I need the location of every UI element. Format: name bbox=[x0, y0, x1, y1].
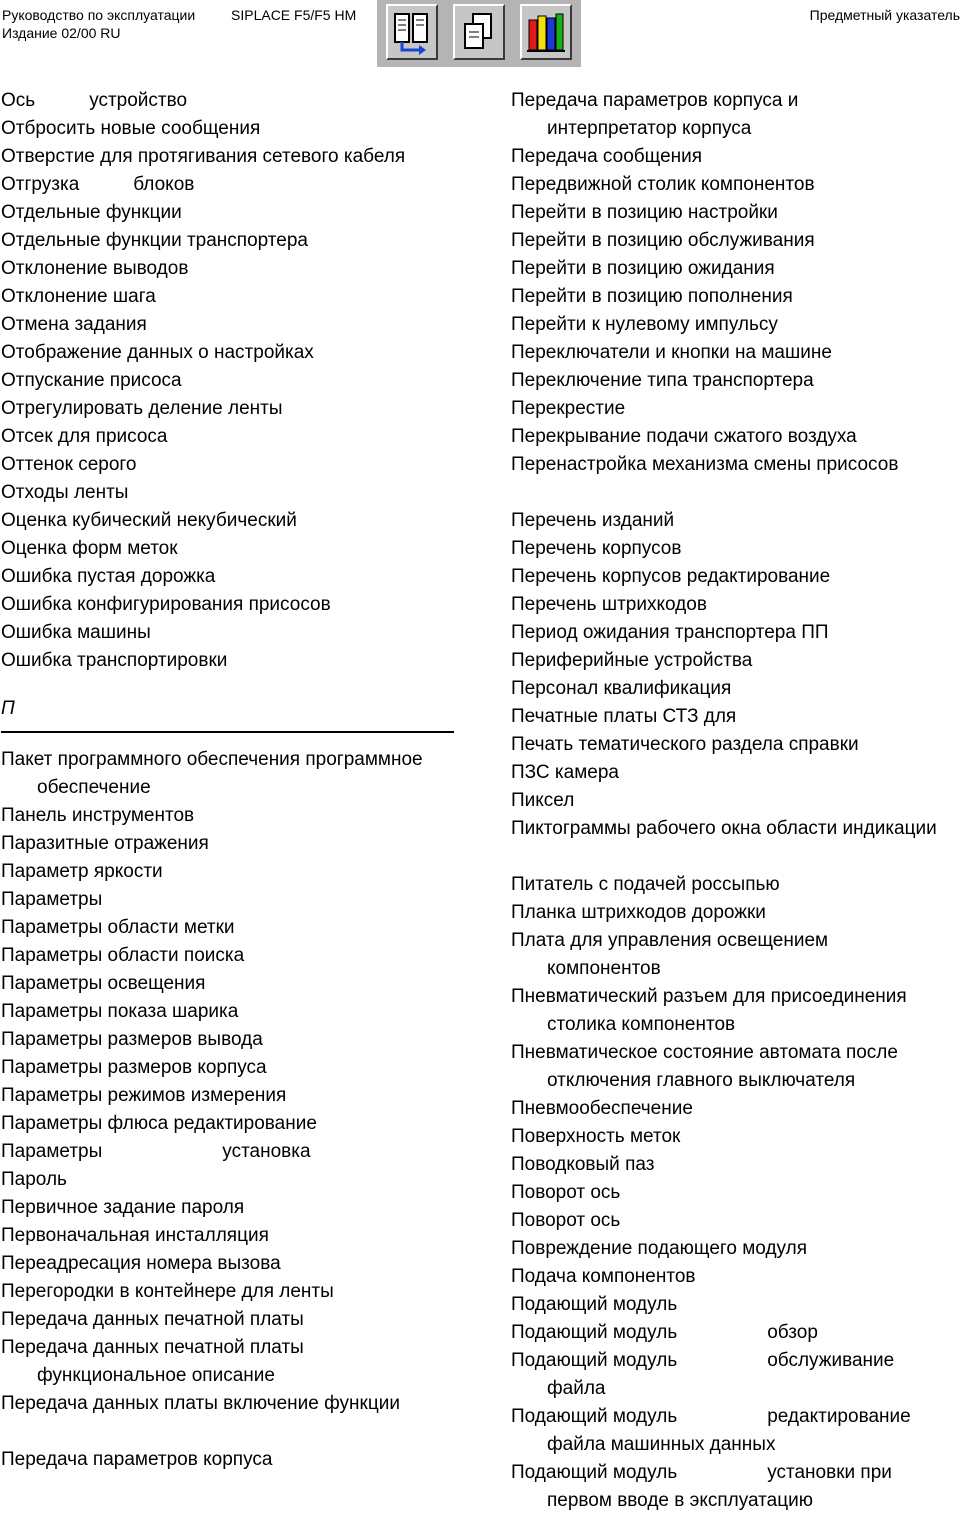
index-entry[interactable] bbox=[511, 87, 963, 143]
index-entry[interactable] bbox=[1, 647, 461, 675]
index-entry[interactable] bbox=[1, 1334, 461, 1390]
index-entry[interactable] bbox=[511, 619, 963, 647]
entry-continuation: обеспечение bbox=[37, 777, 151, 798]
pages-icon bbox=[455, 6, 503, 58]
index-entry[interactable] bbox=[1, 830, 461, 858]
index-entry[interactable] bbox=[1, 367, 461, 395]
entry-subterm: установки при bbox=[767, 1462, 892, 1483]
entry-term: Перечень штрихкодов bbox=[511, 594, 707, 615]
index-entry[interactable] bbox=[1, 451, 461, 479]
entry-term: Поверхность меток bbox=[511, 1126, 681, 1147]
library-books-icon bbox=[522, 6, 570, 58]
entry-term: Перегородки в контейнере для ленты bbox=[1, 1281, 334, 1302]
entry-term: Отдельные функции транспортера bbox=[1, 230, 308, 251]
entry-term: Передача сообщения bbox=[511, 146, 703, 167]
entry-subterm: устройство bbox=[89, 90, 188, 111]
index-entry[interactable] bbox=[511, 1039, 963, 1095]
index-entry[interactable] bbox=[511, 367, 963, 395]
index-entry[interactable] bbox=[1, 1390, 461, 1418]
navigation-toolbar bbox=[377, 0, 581, 67]
entry-term: Передача параметров корпуса и bbox=[511, 90, 799, 111]
entry-term: Подающий модуль bbox=[511, 1294, 678, 1315]
entry-term: Ошибка конфигурирования присосов bbox=[1, 594, 331, 615]
entry-term: Отходы ленты bbox=[1, 482, 129, 503]
entry-term: Ошибка машины bbox=[1, 622, 151, 643]
entry-term: Отклонение выводов bbox=[1, 258, 189, 279]
index-entry[interactable] bbox=[511, 1179, 963, 1207]
section-divider bbox=[1, 731, 454, 733]
index-entry[interactable] bbox=[1, 563, 461, 591]
entry-continuation: столика компонентов bbox=[547, 1014, 736, 1035]
entry-term: Ошибка транспортировки bbox=[1, 650, 228, 671]
index-entry[interactable] bbox=[511, 171, 963, 199]
index-entry[interactable] bbox=[1, 1446, 461, 1474]
index-entry[interactable] bbox=[511, 731, 963, 759]
index-entry[interactable] bbox=[1, 858, 461, 886]
entry-subterm: обслуживание bbox=[767, 1350, 895, 1371]
index-entry[interactable] bbox=[1, 87, 461, 115]
entry-gap bbox=[511, 479, 963, 507]
product-name: SIPLACE F5/F5 HM bbox=[231, 7, 357, 23]
index-entry[interactable] bbox=[511, 703, 963, 731]
entry-term: Поворот ось bbox=[511, 1182, 621, 1203]
entry-term: Пиксел bbox=[511, 790, 575, 811]
index-entry[interactable] bbox=[1, 1222, 461, 1250]
entry-term: Печать тематического раздела справки bbox=[511, 734, 859, 755]
index-entry[interactable] bbox=[511, 759, 963, 787]
manual-title: Руководство по эксплуатации bbox=[2, 7, 196, 23]
index-entry[interactable] bbox=[1, 914, 461, 942]
entry-term: Первичное задание пароля bbox=[1, 1197, 245, 1218]
entry-term: Плата для управления освещением bbox=[511, 930, 829, 951]
entry-term: Подающий модуль bbox=[511, 1322, 678, 1343]
index-entry[interactable] bbox=[511, 675, 963, 703]
entry-term: Оттенок серого bbox=[1, 454, 137, 475]
entry-continuation: файла bbox=[547, 1378, 606, 1399]
index-entry[interactable] bbox=[1, 171, 461, 199]
entry-continuation: функциональное описание bbox=[37, 1365, 275, 1386]
index-entry[interactable] bbox=[1, 1026, 461, 1054]
index-entry[interactable] bbox=[1, 1250, 461, 1278]
index-entry[interactable] bbox=[511, 591, 963, 619]
entry-term: Передвижной столик компонентов bbox=[511, 174, 815, 195]
edition-label: Издание 02/00 RU bbox=[2, 25, 121, 41]
entry-subterm: обзор bbox=[767, 1322, 818, 1343]
index-entry[interactable] bbox=[1, 255, 461, 283]
section-letter: П bbox=[1, 698, 15, 719]
contents-icon bbox=[388, 6, 436, 58]
entry-term: Подающий модуль bbox=[511, 1350, 678, 1371]
entry-term: Передача параметров корпуса bbox=[1, 1449, 273, 1470]
entry-term: Пиктограммы рабочего окна области индикации bbox=[511, 818, 937, 839]
entry-term: Пневматическое состояние автомата после bbox=[511, 1042, 898, 1063]
index-entry[interactable] bbox=[1, 143, 461, 171]
index-entry[interactable] bbox=[1, 1138, 461, 1166]
entry-term: Поворот ось bbox=[511, 1210, 621, 1231]
index-entry[interactable] bbox=[511, 283, 963, 311]
entry-term: Периферийные устройства bbox=[511, 650, 753, 671]
entry-term: Оценка форм меток bbox=[1, 538, 178, 559]
entry-term: Параметры показа шарика bbox=[1, 1001, 239, 1022]
index-entry[interactable] bbox=[1, 591, 461, 619]
entry-term: Отдельные функции bbox=[1, 202, 182, 223]
entry-term: Передача данных печатной платы bbox=[1, 1337, 304, 1358]
entry-term: ПЗС камера bbox=[511, 762, 619, 783]
index-entry[interactable] bbox=[1, 1278, 461, 1306]
index-entry[interactable] bbox=[1, 619, 461, 647]
entry-continuation: первом вводе в эксплуатацию bbox=[547, 1490, 813, 1511]
entry-term: Перечень изданий bbox=[511, 510, 675, 531]
entry-term: Подающий модуль bbox=[511, 1462, 678, 1483]
entry-term: Оценка кубический некубический bbox=[1, 510, 297, 531]
library-button[interactable] bbox=[520, 4, 572, 60]
index-entry[interactable] bbox=[511, 871, 963, 899]
entry-term: Отображение данных о настройках bbox=[1, 342, 314, 363]
entry-term: Перейти в позицию обслуживания bbox=[511, 230, 815, 251]
entry-term: Пароль bbox=[1, 1169, 67, 1190]
entry-term: Отгрузка bbox=[1, 174, 80, 195]
entry-term: Перекрестие bbox=[511, 398, 626, 419]
index-entry[interactable] bbox=[1, 227, 461, 255]
entry-term: Подача компонентов bbox=[511, 1266, 696, 1287]
index-entry[interactable] bbox=[511, 535, 963, 563]
entry-term: Перекрывание подачи сжатого воздуха bbox=[511, 426, 857, 447]
index-entry[interactable] bbox=[1, 115, 461, 143]
entry-term: Параметры области метки bbox=[1, 917, 235, 938]
index-column-right bbox=[511, 87, 963, 1515]
entry-term: Параметры режимов измерения bbox=[1, 1085, 287, 1106]
index-entry[interactable] bbox=[1, 395, 461, 423]
index-entry[interactable] bbox=[511, 1123, 963, 1151]
entry-term: Пневмообеспечение bbox=[511, 1098, 693, 1119]
index-group-p bbox=[1, 746, 461, 1474]
entry-term: Отверстие для протягивания сетевого кабеля bbox=[1, 146, 406, 167]
entry-term: Перечень корпусов bbox=[511, 538, 682, 559]
entry-continuation: отключения главного выключателя bbox=[547, 1070, 856, 1091]
entry-term: Персонал квалификация bbox=[511, 678, 732, 699]
entry-gap bbox=[511, 843, 963, 871]
index-entry[interactable] bbox=[1, 746, 461, 802]
entry-term: Отпускание присоса bbox=[1, 370, 182, 391]
entry-term: Параметры размеров вывода bbox=[1, 1029, 263, 1050]
entry-term: Отрегулировать деление ленты bbox=[1, 398, 283, 419]
index-entry[interactable] bbox=[1, 942, 461, 970]
entry-term: Параметр яркости bbox=[1, 861, 163, 882]
index-entry[interactable] bbox=[511, 1459, 963, 1515]
pages-button[interactable] bbox=[453, 4, 505, 60]
index-entry[interactable] bbox=[511, 311, 963, 339]
entry-term: Пакет программного обеспечения программное bbox=[1, 749, 423, 770]
index-entry[interactable] bbox=[1, 970, 461, 998]
entry-term: Переключатели и кнопки на машине bbox=[511, 342, 832, 363]
index-entry[interactable] bbox=[511, 1347, 963, 1403]
entry-continuation: компонентов bbox=[547, 958, 661, 979]
index-entry[interactable] bbox=[1, 1194, 461, 1222]
index-entry[interactable] bbox=[511, 199, 963, 227]
entry-term: Параметры размеров корпуса bbox=[1, 1057, 267, 1078]
entry-term: Отсек для присоса bbox=[1, 426, 168, 447]
index-entry[interactable] bbox=[1, 998, 461, 1026]
index-entry[interactable] bbox=[1, 423, 461, 451]
index-entry[interactable] bbox=[511, 507, 963, 535]
index-entry[interactable] bbox=[511, 647, 963, 675]
index-entry[interactable] bbox=[511, 227, 963, 255]
index-entry[interactable] bbox=[511, 1207, 963, 1235]
index-entry[interactable] bbox=[511, 815, 963, 843]
index-entry[interactable] bbox=[1, 1110, 461, 1138]
entry-subterm: блоков bbox=[133, 174, 195, 195]
entry-term: Печатные платы СТЗ для bbox=[511, 706, 737, 727]
index-entry[interactable] bbox=[1, 1082, 461, 1110]
index-entry[interactable] bbox=[511, 255, 963, 283]
index-entry[interactable] bbox=[1, 886, 461, 914]
entry-term: Отбросить новые сообщения bbox=[1, 118, 261, 139]
entry-term: Параметры bbox=[1, 1141, 103, 1162]
entry-term: Переадресация номера вызова bbox=[1, 1253, 281, 1274]
entry-term: Передача данных печатной платы bbox=[1, 1309, 304, 1330]
entry-term: Параметры bbox=[1, 889, 103, 910]
entry-gap bbox=[1, 1418, 461, 1446]
entry-term: Отмена задания bbox=[1, 314, 147, 335]
entry-term: Повреждение подающего модуля bbox=[511, 1238, 807, 1259]
entry-term: Период ожидания транспортера ПП bbox=[511, 622, 829, 643]
entry-term: Перечень корпусов редактирование bbox=[511, 566, 831, 587]
index-entry[interactable] bbox=[511, 563, 963, 591]
index-entry[interactable] bbox=[511, 787, 963, 815]
index-entry[interactable] bbox=[511, 899, 963, 927]
entry-term: Параметры флюса редактирование bbox=[1, 1113, 317, 1134]
header-left bbox=[2, 6, 357, 42]
index-entry[interactable] bbox=[1, 339, 461, 367]
entry-subterm: редактирование bbox=[767, 1406, 911, 1427]
index-entry[interactable] bbox=[511, 983, 963, 1039]
entry-term: Перенастройка механизма смены присосов bbox=[511, 454, 899, 475]
index-entry[interactable] bbox=[1, 283, 461, 311]
contents-button[interactable] bbox=[386, 4, 438, 60]
entry-term: Пневматический разъем для присоединения bbox=[511, 986, 907, 1007]
entry-term: Планка штрихкодов дорожки bbox=[511, 902, 766, 923]
index-column-left bbox=[1, 87, 461, 1474]
entry-term: Питатель с подачей россыпью bbox=[511, 874, 780, 895]
entry-term: Параметры области поиска bbox=[1, 945, 245, 966]
index-entry[interactable] bbox=[1, 479, 461, 507]
index-entry[interactable] bbox=[511, 1263, 963, 1291]
entry-term: Переключение типа транспортера bbox=[511, 370, 814, 391]
index-entry[interactable] bbox=[511, 423, 963, 451]
index-entry[interactable] bbox=[1, 1306, 461, 1334]
index-entry[interactable] bbox=[511, 1095, 963, 1123]
index-entry[interactable] bbox=[511, 339, 963, 367]
index-entry[interactable] bbox=[511, 1291, 963, 1319]
entry-term: Ошибка пустая дорожка bbox=[1, 566, 216, 587]
index-entry[interactable] bbox=[1, 802, 461, 830]
entry-term: Панель инструментов bbox=[1, 805, 195, 826]
entry-term: Поводковый паз bbox=[511, 1154, 655, 1175]
entry-term: Первоначальная инсталляция bbox=[1, 1225, 269, 1246]
entry-term: Отклонение шага bbox=[1, 286, 156, 307]
entry-subterm: установка bbox=[222, 1141, 311, 1162]
index-entry[interactable] bbox=[511, 395, 963, 423]
entry-term: Передача данных платы включение функции bbox=[1, 1393, 400, 1414]
index-entry[interactable] bbox=[511, 1403, 963, 1459]
index-entry[interactable] bbox=[511, 451, 963, 479]
entry-continuation: файла машинных данных bbox=[547, 1434, 776, 1455]
index-entry[interactable] bbox=[1, 1166, 461, 1194]
index-entry[interactable] bbox=[1, 507, 461, 535]
index-group-o bbox=[1, 87, 461, 675]
index-entry[interactable] bbox=[1, 311, 461, 339]
index-entry[interactable] bbox=[511, 1151, 963, 1179]
index-entry[interactable] bbox=[511, 1235, 963, 1263]
section-title: Предметный указатель bbox=[809, 7, 960, 23]
index-entry[interactable] bbox=[511, 143, 963, 171]
entry-term: Паразитные отражения bbox=[1, 833, 209, 854]
index-entry[interactable] bbox=[1, 1054, 461, 1082]
index-entry[interactable] bbox=[1, 535, 461, 563]
entry-term: Ось bbox=[1, 90, 36, 111]
index-entry[interactable] bbox=[511, 927, 963, 983]
entry-term: Перейти в позицию настройки bbox=[511, 202, 778, 223]
entry-term: Параметры освещения bbox=[1, 973, 206, 994]
entry-continuation: интерпретатор корпуса bbox=[547, 118, 752, 139]
entry-term: Подающий модуль bbox=[511, 1406, 678, 1427]
index-entry[interactable] bbox=[511, 1319, 963, 1347]
index-entry[interactable] bbox=[1, 199, 461, 227]
entry-term: Перейти к нулевому импульсу bbox=[511, 314, 778, 335]
entry-term: Перейти в позицию ожидания bbox=[511, 258, 775, 279]
entry-term: Перейти в позицию пополнения bbox=[511, 286, 793, 307]
